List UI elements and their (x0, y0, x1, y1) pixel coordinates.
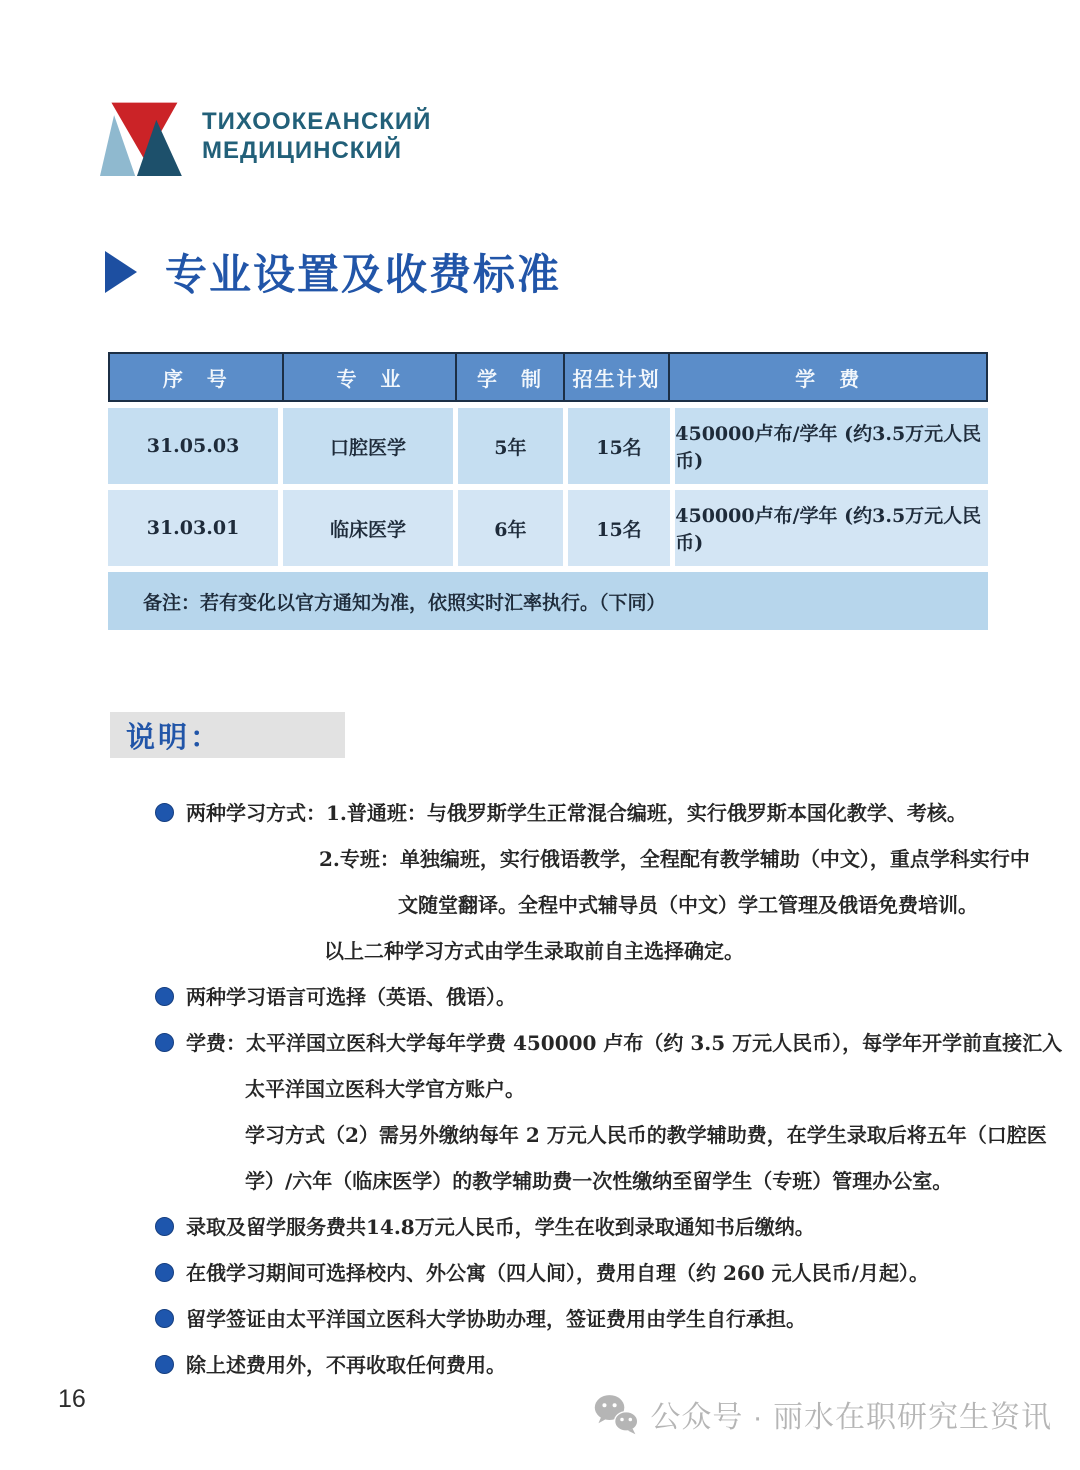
table-row (108, 408, 988, 484)
bullet-dot-icon (155, 1263, 174, 1282)
table-header-code: 序 号 (110, 354, 282, 400)
table-header-row (108, 352, 988, 402)
logo-line1: ТИХООКЕАНСКИЙ (202, 108, 432, 136)
bullet-line: 以上二种学习方式由学生录取前自主选择确定。 (324, 939, 744, 963)
section-title-row (105, 242, 561, 302)
cell-quota: 15名 (568, 408, 671, 484)
bullet-line: 2.专班：单独编班，实行俄语教学，全程配有教学辅助（中文），重点学科实行中 (319, 847, 1030, 871)
university-logo (100, 98, 431, 176)
logo-line2: МЕДИЦИНСКИЙ (202, 137, 402, 164)
list-item (155, 1250, 1005, 1296)
page-number: 16 (58, 1385, 86, 1413)
bullet-line: 太平洋国立医科大学官方账户。 (245, 1077, 525, 1101)
list-item (155, 1342, 1005, 1388)
bullet-line: 学习方式（2）需另外缴纳每年 2 万元人民币的教学辅助费，在学生录取后将五年（口腔医 (245, 1123, 1047, 1147)
bullet-line: 两种学习语言可选择（英语、俄语）。 (186, 985, 516, 1009)
bullet-dot-icon (155, 1355, 174, 1374)
table-note: 备注：若有变化以官方通知为准，依照实时汇率执行。（下同） (108, 572, 988, 630)
cell-major: 临床医学 (283, 490, 453, 566)
bullet-line: 两种学习方式：1.普通班：与俄罗斯学生正常混合编班，实行俄罗斯本国化教学、考核。 (186, 801, 967, 825)
table-header-quota: 招生计划 (565, 354, 669, 400)
logo-wordmark (202, 108, 431, 166)
page-title: 专业设置及收费标准 (165, 251, 562, 298)
cell-code: 31.05.03 (108, 408, 278, 484)
bullet-line: 留学签证由太平洋国立医科大学协助办理，签证费用由学生自行承担。 (186, 1307, 806, 1331)
table-header-duration: 学 制 (457, 354, 563, 400)
bullet-line: 除上述费用外，不再收取任何费用。 (186, 1353, 506, 1377)
tuition-table (108, 352, 988, 630)
table-header-major: 专 业 (284, 354, 456, 400)
bullet-dot-icon (155, 1217, 174, 1236)
cell-major: 口腔医学 (283, 408, 453, 484)
bullet-dot-icon (155, 1309, 174, 1328)
explanation-heading: 说明： (126, 721, 223, 754)
list-item (155, 790, 1030, 974)
bullet-line: 文随堂翻译。全程中式辅导员（中文）学工管理及俄语免费培训。 (398, 893, 978, 917)
bullet-dot-icon (155, 987, 174, 1006)
bullet-line: 学）/六年（临床医学）的教学辅助费一次性缴纳至留学生（专班）管理办公室。 (245, 1169, 953, 1193)
cell-code: 31.03.01 (108, 490, 278, 566)
explanation-heading-bar (110, 712, 345, 758)
cell-tuition: 450000卢布/学年 (约3.5万元人民币) (675, 408, 988, 484)
list-item (155, 1204, 1005, 1250)
watermark-text: 公众号 · 丽水在职研究生资讯 (650, 1401, 1052, 1434)
list-item (155, 974, 1005, 1020)
cell-duration: 6年 (458, 490, 563, 566)
bullet-line: 录取及留学服务费共14.8万元人民币，学生在收到录取通知书后缴纳。 (186, 1215, 815, 1239)
table-header-tuition: 学 费 (670, 354, 986, 400)
bullet-line: 在俄学习期间可选择校内、外公寓（四人间），费用自理（约 260 元人民币/月起）。 (186, 1261, 929, 1285)
bullet-dot-icon (155, 1033, 174, 1052)
wechat-icon (592, 1392, 640, 1436)
logo-triangles-icon (100, 98, 188, 176)
table-row (108, 490, 988, 566)
watermark (592, 1392, 1052, 1436)
cell-duration: 5年 (458, 408, 563, 484)
cell-quota: 15名 (568, 490, 671, 566)
bullet-dot-icon (155, 803, 174, 822)
arrow-right-icon (105, 251, 137, 293)
list-item (155, 1296, 1005, 1342)
cell-tuition: 450000卢布/学年 (约3.5万元人民币) (675, 490, 988, 566)
list-item (155, 1020, 1063, 1204)
explanation-list (155, 790, 1063, 1388)
bullet-line: 学费：太平洋国立医科大学每年学费 450000 卢布（约 3.5 万元人民币），每学年开学前直接汇入 (186, 1031, 1063, 1055)
